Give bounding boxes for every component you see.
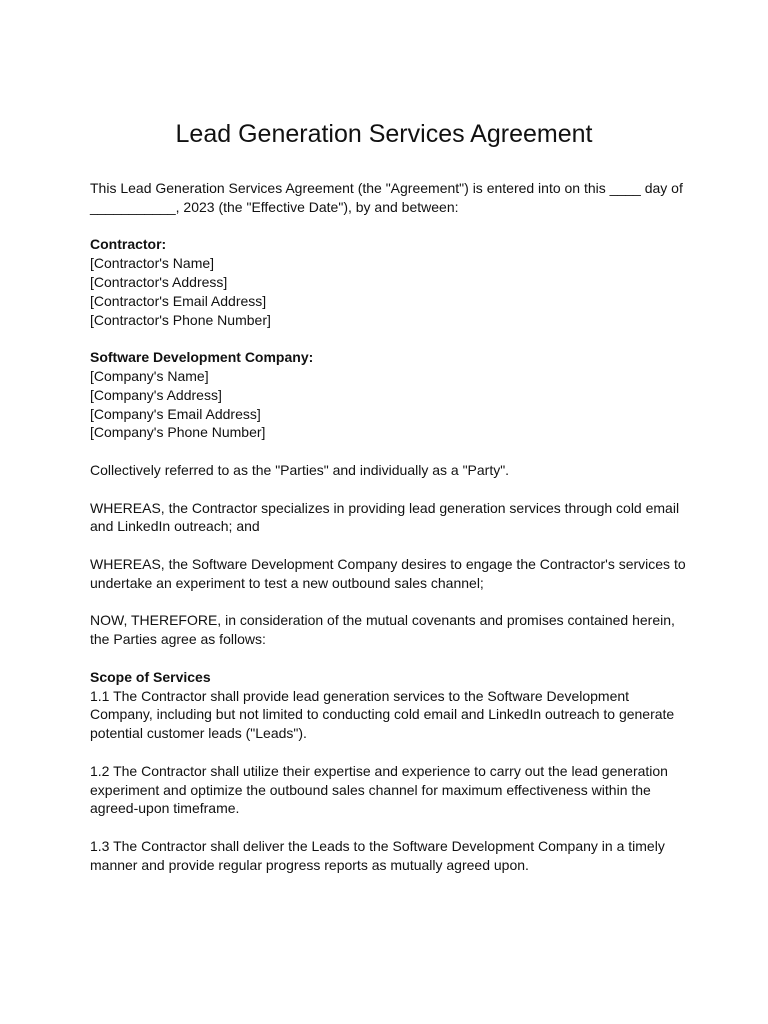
company-email: [Company's Email Address]	[90, 405, 261, 422]
contractor-name: [Contractor's Name]	[90, 255, 215, 272]
whereas-paragraph-1: WHEREAS, the Contractor specializes in providing lead generation services through cold email and LinkedIn outreach; and	[90, 499, 680, 535]
contractor-phone: [Contractor's Phone Number]	[90, 311, 271, 328]
document-body	[90, 179, 690, 893]
contractor-email: [Contractor's Email Address]	[90, 292, 267, 309]
scope-heading: Scope of Services	[90, 668, 211, 685]
scope-clause-1-3: 1.3 The Contractor shall deliver the Leads to the Software Development Company in a timely manner and provide regular progress reports as mutually agreed upon.	[90, 837, 665, 873]
collectively-paragraph: Collectively referred to as the "Parties" and individually as a "Party".	[90, 461, 510, 478]
company-name: [Company's Name]	[90, 367, 209, 384]
contractor-address: [Contractor's Address]	[90, 273, 228, 290]
company-block	[90, 348, 690, 442]
scope-section	[90, 668, 690, 743]
whereas-paragraph-2: WHEREAS, the Software Development Company desires to engage the Contractor's services to undertake an experiment to test a new outbound sales channel;	[90, 555, 686, 591]
document-title: Lead Generation Services Agreement	[175, 120, 593, 148]
scope-clause-1-2: 1.2 The Contractor shall utilize their expertise and experience to carry out the lead generation experiment and optimize the outbound sales channel for maximum effectiveness within the agreed-upon timeframe.	[90, 762, 668, 817]
contractor-block	[90, 235, 690, 329]
scope-clause-1-1: 1.1 The Contractor shall provide lead generation services to the Software Development Company, including but not limited to conducting cold email and LinkedIn outreach to generate potential customer leads ("Leads").	[90, 687, 675, 742]
intro-paragraph: This Lead Generation Services Agreement (the "Agreement") is entered into on this ____ day of ___________, 2023 (the "Effective Date"), by and between:	[90, 180, 683, 215]
company-address: [Company's Address]	[90, 386, 222, 403]
company-phone: [Company's Phone Number]	[90, 424, 266, 441]
company-heading: Software Development Company:	[90, 349, 314, 366]
now-therefore-paragraph: NOW, THEREFORE, in consideration of the mutual covenants and promises contained herein, the Parties agree as follows:	[90, 612, 675, 648]
contractor-heading: Contractor:	[90, 236, 167, 253]
